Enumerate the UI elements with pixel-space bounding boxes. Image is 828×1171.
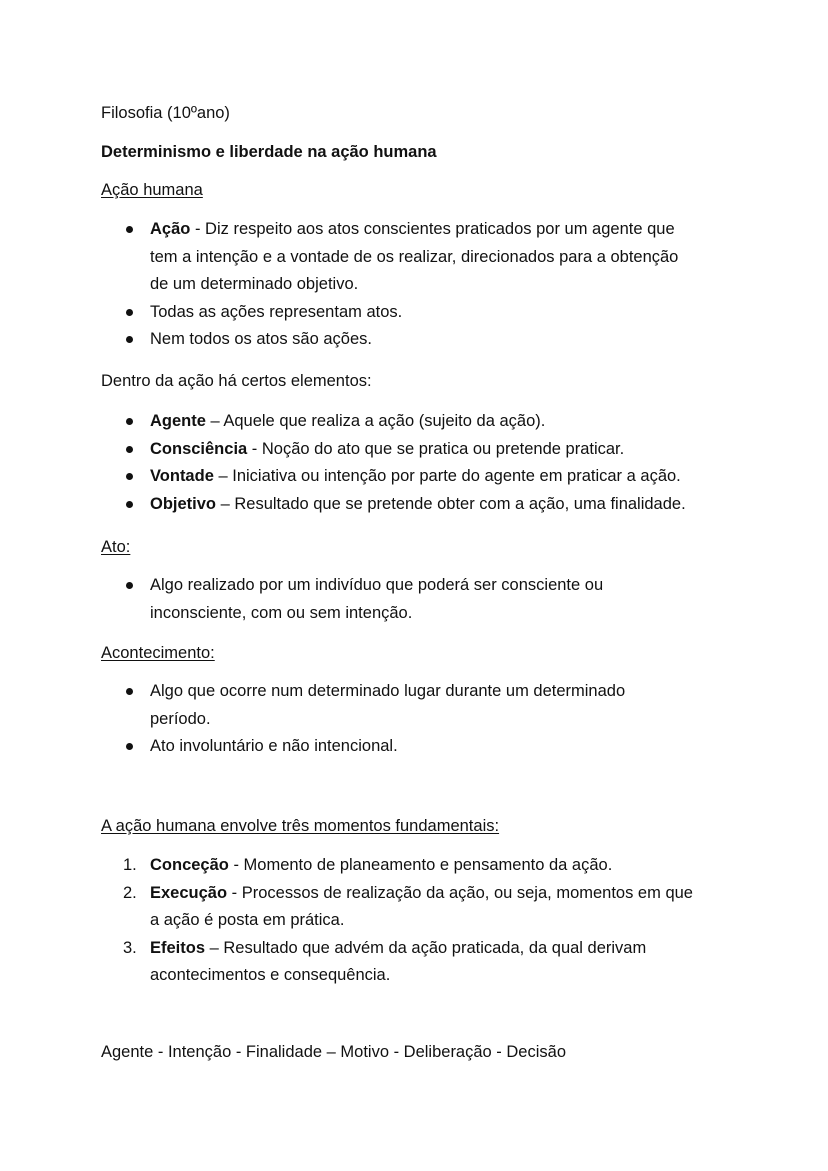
separator: - [227,883,242,902]
term-efeitos: Efeitos [150,938,206,957]
document-title: Determinismo e liberdade na ação humana [101,143,437,161]
definition-text: Iniciativa ou intenção por parte do agente em praticar a ação. [232,467,681,485]
bullet-icon [126,743,133,750]
definition-text: Noção do ato que se pratica ou pretende praticar. [261,439,625,458]
list-item [150,572,750,627]
acao-list [150,216,750,354]
separator: – [216,494,235,513]
list-item-line: Algo que ocorre num determinado lugar durante um determinado [150,682,626,700]
elements-list [150,408,750,518]
list-item [123,935,750,990]
term-concecao: Conceção [150,856,229,874]
term-acao: Ação [150,220,191,238]
list-item-text: Todas as ações representam atos. [150,302,403,321]
list-item [150,733,750,761]
separator: – [205,412,224,430]
bullet-icon [126,309,133,316]
list-item-line: Ato involuntário e não intencional. [150,737,398,755]
elements-intro: Dentro da ação há certos elementos: [101,372,372,390]
definition-line: Momento de planeamento e pensamento da ação. [243,856,613,874]
list-item-line: Algo realizado por um indivíduo que poderá ser consciente ou [150,576,604,594]
item-number: 1. [123,856,137,874]
bullet-icon [126,473,133,480]
definition-line: tem a intenção e a vontade de os realizar, direcionados para a obtenção [150,247,679,266]
definition-line: Processos de realização da ação, ou seja, momentos em que [241,883,693,902]
list-item [150,326,750,354]
list-item [150,436,750,464]
list-item-line: inconsciente, com ou sem intenção. [150,603,413,622]
bullet-icon [126,582,133,589]
ato-list [150,572,750,627]
acontecimento-list [150,678,750,761]
list-item [150,463,750,491]
item-number: 3. [123,938,137,957]
item-number: 2. [123,883,137,902]
heading-acao-humana: Ação humana [101,181,203,199]
definition-line: a ação é posta em prática. [150,911,345,929]
term-objetivo: Objetivo [150,494,217,513]
heading-acontecimento: Acontecimento: [101,644,215,662]
bullet-icon [126,336,133,343]
definition-text: Resultado que se pretende obter com a ação, uma finalidade. [234,494,686,513]
list-item [123,852,750,880]
list-item-line: período. [150,709,211,728]
bullet-icon [126,501,133,508]
course-label: Filosofia (10ºano) [101,104,230,122]
bullet-icon [126,688,133,695]
separator: - [190,220,206,238]
definition-line: Resultado que advém da ação praticada, da qual derivam [223,938,647,957]
definition-line: acontecimentos e consequência. [150,966,391,984]
term-execucao: Execução [150,883,228,902]
list-item [150,491,750,519]
separator: - [247,439,262,458]
list-item [150,678,750,733]
separator: – [205,938,224,957]
definition-line: Diz respeito aos atos conscientes praticados por um agente que [205,220,675,238]
definition-line: de um determinado objetivo. [150,275,359,293]
term-vontade: Vontade [150,467,214,485]
momentos-list [123,852,750,990]
list-item [150,408,750,436]
heading-momentos: A ação humana envolve três momentos fundamentais: [101,817,500,835]
list-item [123,880,750,935]
term-consciencia: Consciência [150,439,248,458]
term-agente: Agente [150,412,206,430]
bullet-icon [126,446,133,453]
heading-ato: Ato: [101,538,131,556]
concepts-line: Agente - Intenção - Finalidade – Motivo - Deliberação - Decisão [101,1043,566,1061]
bullet-icon [126,418,133,425]
separator: - [228,856,244,874]
definition-text: Aquele que realiza a ação (sujeito da ação). [223,412,546,430]
list-item [150,216,750,299]
list-item [150,299,750,327]
separator: – [213,467,233,485]
list-item-text: Nem todos os atos são ações. [150,330,372,348]
bullet-icon [126,226,133,233]
